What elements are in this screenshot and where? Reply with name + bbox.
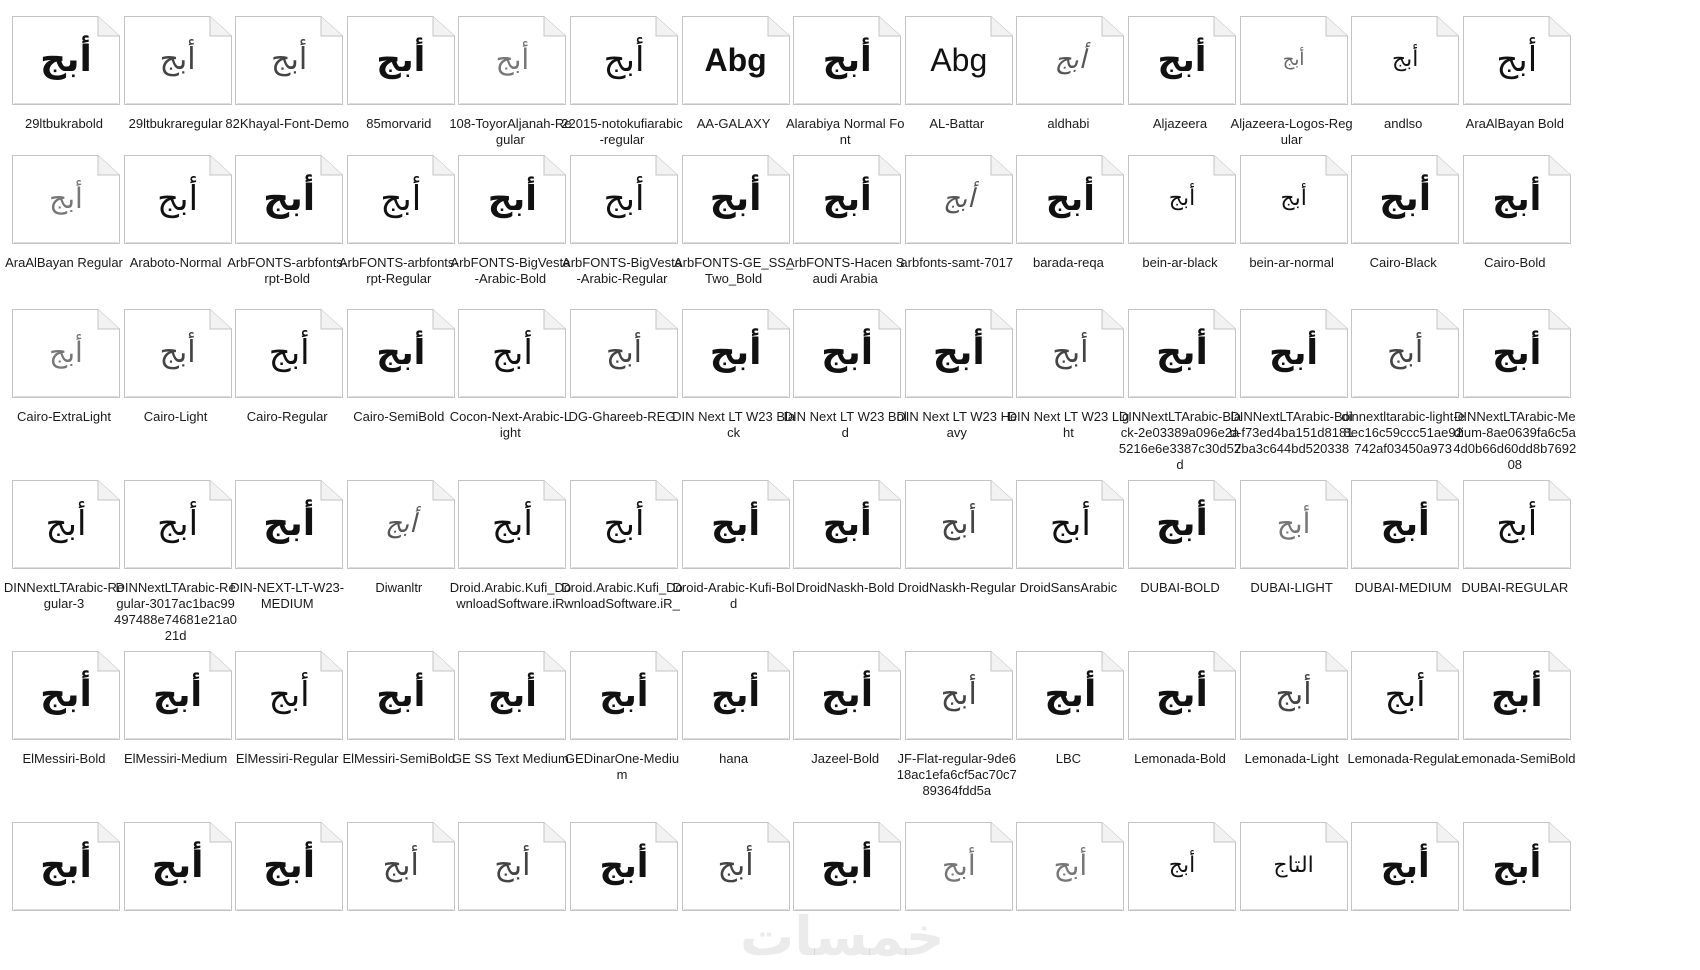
font-preview-glyphs: أبج	[599, 675, 649, 715]
font-file-name: Lemonada-Light	[1244, 751, 1339, 766]
font-preview-glyphs: أبج	[709, 178, 762, 219]
font-preview-glyphs: أبج	[380, 179, 422, 219]
font-file-name: Araboto-Normal	[129, 255, 222, 270]
font-thumbnail	[1463, 822, 1571, 911]
font-thumbnail	[1240, 16, 1348, 105]
font-preview-glyphs: أبج	[603, 40, 645, 80]
font-preview-glyphs: أبج	[1276, 507, 1311, 540]
font-file-name: DINNextLTArabic-Black-2e03389a096e2a5216e6e3387c30d52d	[1118, 409, 1242, 472]
font-preview-glyphs: أبج	[153, 675, 203, 715]
font-file-name: Aljazeera	[1152, 116, 1208, 131]
font-file-name: ArbFONTS-BigVesta-Arabic-Bold	[450, 255, 571, 286]
font-preview-glyphs: أبج	[157, 179, 199, 219]
font-file-name: DIN Next LT W23 Black	[672, 409, 796, 440]
font-preview-glyphs: أبج	[1156, 503, 1208, 544]
font-file-name: arbfonts-samt-7017	[900, 255, 1014, 270]
font-preview-glyphs: أبج	[822, 40, 872, 80]
font-thumbnail	[12, 651, 120, 740]
font-thumbnail	[12, 822, 120, 911]
font-preview-glyphs: أبج	[1496, 40, 1538, 80]
font-thumbnail	[347, 16, 455, 105]
font-preview-glyphs: أبج	[1384, 675, 1426, 715]
font-preview-glyphs: أبج	[1275, 677, 1312, 712]
font-thumbnail	[1463, 155, 1571, 244]
font-thumbnail	[905, 822, 1013, 911]
font-thumbnail	[570, 651, 678, 740]
font-file-name: Cocon-Next-Arabic-Light	[449, 409, 572, 440]
font-thumbnail	[1463, 480, 1571, 569]
font-preview-glyphs: أبج	[1379, 178, 1432, 219]
font-file-name: ArbFONTS-arbfonts-rpt-Bold	[227, 255, 348, 286]
font-preview-glyphs: أبج	[382, 848, 419, 883]
font-file-name: DIN Next LT W23 Heavy	[896, 409, 1018, 440]
font-preview-glyphs: أبج	[1391, 47, 1419, 72]
font-preview-glyphs: أبج	[1049, 504, 1091, 544]
font-thumbnail	[570, 309, 678, 398]
font-preview-glyphs: أبج	[822, 504, 872, 544]
font-thumbnail	[1351, 155, 1459, 244]
font-thumbnail	[1463, 309, 1571, 398]
font-thumbnail	[1240, 651, 1348, 740]
font-thumbnail	[124, 309, 232, 398]
font-preview-glyphs: أبج	[711, 504, 761, 544]
font-file-name: ArbFONTS-arbfonts-rpt-Regular	[338, 255, 459, 286]
font-file-name: DUBAI-MEDIUM	[1354, 580, 1452, 595]
font-file-name: DIN Next LT W23 Bold	[783, 409, 907, 440]
font-file-name: DUBAI-BOLD	[1140, 580, 1220, 595]
font-file-name: Jazeel-Bold	[811, 751, 880, 766]
font-preview-glyphs: أبج	[940, 506, 977, 541]
font-preview-glyphs: أبج	[40, 39, 92, 80]
font-thumbnail	[347, 309, 455, 398]
font-thumbnail	[793, 16, 901, 105]
font-thumbnail	[1016, 16, 1124, 105]
font-preview-glyphs: Abg	[930, 42, 988, 78]
font-preview-glyphs: أبج	[1280, 186, 1307, 211]
font-file-name: ElMessiri-Bold	[22, 751, 106, 766]
font-thumbnail	[570, 822, 678, 911]
font-thumbnail	[1128, 16, 1236, 105]
font-file-name: DINNextLTArabic-Bold-f73ed4ba151d81817ba3c644bd520338	[1229, 409, 1354, 456]
font-thumbnail	[124, 480, 232, 569]
font-thumbnail	[682, 822, 790, 911]
font-preview-glyphs: أبج	[599, 846, 649, 886]
font-thumbnail	[905, 309, 1013, 398]
font-preview-glyphs: أبج	[932, 332, 985, 373]
font-preview-glyphs: أبج	[263, 845, 316, 886]
font-file-name: aldhabi	[1047, 116, 1090, 131]
font-thumbnail	[1463, 651, 1571, 740]
font-thumbnail	[235, 155, 343, 244]
font-thumbnail	[235, 16, 343, 105]
font-thumbnail	[1351, 822, 1459, 911]
font-thumbnail	[124, 651, 232, 740]
font-preview-glyphs: أبج	[717, 848, 754, 883]
font-thumbnail	[235, 309, 343, 398]
font-preview-glyphs: أبج	[263, 503, 316, 544]
font-preview-glyphs: أبج	[495, 43, 530, 76]
font-preview-glyphs: أبج	[1156, 332, 1208, 373]
font-file-name: ArbFONTS-GE_SS_Two_Bold	[673, 255, 794, 286]
font-preview-glyphs: أبج	[45, 504, 87, 544]
font-thumbnail	[1351, 651, 1459, 740]
font-preview-glyphs: أبج	[1168, 186, 1196, 211]
font-preview-glyphs: أبج	[1168, 853, 1196, 878]
font-file-name: DINNextLTArabic-Regular-3017ac1bac99497488e74681e21a021d	[114, 580, 238, 643]
font-thumbnail	[905, 651, 1013, 740]
font-file-name: DINNextLTArabic-Medium-8ae0639fa6c5a4d0b66d60dd8b769208	[1453, 409, 1577, 472]
font-thumbnail	[12, 309, 120, 398]
font-thumbnail	[458, 309, 566, 398]
font-file-name: DroidNaskh-Bold	[796, 580, 895, 595]
font-thumbnail	[458, 16, 566, 105]
font-thumbnail	[1240, 822, 1348, 911]
font-preview-glyphs: أبج	[821, 845, 874, 886]
font-file-name: Aljazeera-Logos-Regular	[1230, 116, 1353, 147]
font-thumbnail	[347, 822, 455, 911]
font-file-name: 108-ToyorAljanah-Regular	[449, 116, 572, 147]
font-file-name: AraAlBayan Bold	[1465, 116, 1564, 131]
font-file-name: DG-Ghareeb-REG	[568, 409, 676, 424]
font-file-name: AL-Battar	[929, 116, 985, 131]
font-thumbnail	[1016, 651, 1124, 740]
font-file-name: 82Khayal-Font-Demo	[225, 116, 349, 131]
font-file-name: 29ltbukraregular	[128, 116, 223, 131]
font-thumbnail	[458, 651, 566, 740]
font-preview-glyphs: أبج	[1282, 49, 1305, 70]
font-file-name: DroidNaskh-Regular	[897, 580, 1016, 595]
font-thumbnail	[235, 480, 343, 569]
font-preview-glyphs: أبج	[1492, 846, 1542, 886]
font-file-name: Cairo-Regular	[246, 409, 328, 424]
font-preview-glyphs: أبج	[821, 674, 874, 715]
font-preview-glyphs: أبج	[491, 333, 533, 373]
font-thumbnail	[1128, 155, 1236, 244]
font-preview-glyphs: أبج	[1044, 674, 1097, 715]
font-preview-glyphs: أبج	[385, 509, 417, 539]
font-thumbnail	[682, 651, 790, 740]
font-preview-glyphs: أبج	[40, 674, 92, 715]
font-thumbnail	[1351, 480, 1459, 569]
font-thumbnail	[347, 480, 455, 569]
font-preview-glyphs: أبج	[1380, 846, 1430, 886]
font-thumbnail	[12, 480, 120, 569]
font-thumbnail	[458, 822, 566, 911]
font-file-name: DUBAI-LIGHT	[1250, 580, 1333, 595]
font-thumbnail	[1016, 155, 1124, 244]
font-preview-glyphs: أبج	[49, 336, 83, 369]
font-preview-glyphs: أبج	[1269, 333, 1319, 373]
font-preview-glyphs: أبج	[941, 849, 976, 882]
font-file-name: Alarabiya Normal Font	[785, 116, 905, 147]
font-file-name: ElMessiri-Medium	[123, 751, 228, 766]
font-preview-glyphs: أبج	[263, 178, 316, 219]
font-thumbnail	[1351, 309, 1459, 398]
watermark: خمسات	[740, 905, 945, 968]
font-file-name: Droid.Arabic.Kufi_DownloadSoftware.iR_	[561, 580, 683, 611]
font-preview-glyphs: أبج	[1156, 674, 1208, 715]
font-preview-glyphs: أبج	[49, 182, 83, 215]
font-thumbnail	[458, 480, 566, 569]
font-thumbnail	[682, 480, 790, 569]
font-preview-glyphs: أبج	[1052, 335, 1089, 370]
font-preview-glyphs: أبج	[1492, 179, 1542, 219]
font-thumbnail	[1240, 155, 1348, 244]
font-thumbnail	[682, 16, 790, 105]
font-thumbnail	[458, 155, 566, 244]
font-preview-glyphs: التاج	[1273, 853, 1314, 878]
font-thumbnail	[905, 155, 1013, 244]
font-thumbnail	[347, 155, 455, 244]
font-file-name: barada-reqa	[1032, 255, 1104, 270]
font-thumbnail	[793, 155, 901, 244]
font-thumbnail	[12, 16, 120, 105]
font-thumbnail	[1463, 16, 1571, 105]
font-thumbnail	[1128, 822, 1236, 911]
font-thumbnail	[682, 155, 790, 244]
font-preview-glyphs: أبج	[1157, 40, 1207, 80]
font-preview-glyphs: أبج	[1053, 849, 1088, 882]
font-file-name: ElMessiri-SemiBold	[342, 751, 456, 766]
font-preview-glyphs: أبج	[151, 845, 204, 886]
font-preview-glyphs: أبج	[159, 335, 196, 370]
font-file-name: DIN Next LT W23 Light	[1007, 409, 1130, 440]
font-file-name: GE SS Text Medium	[451, 751, 569, 766]
font-file-name: hana	[719, 751, 749, 766]
font-preview-glyphs: أبج	[376, 675, 426, 715]
font-file-name: Lemonada-SemiBold	[1454, 751, 1576, 766]
font-preview-glyphs: أبج	[1496, 504, 1538, 544]
font-preview-glyphs: أبج	[605, 335, 643, 370]
font-file-name: Cairo-Light	[143, 409, 208, 424]
font-thumbnail	[1240, 309, 1348, 398]
font-preview-glyphs: أبج	[603, 504, 645, 544]
font-thumbnail	[124, 822, 232, 911]
font-preview-glyphs: أبج	[1380, 504, 1430, 544]
font-thumbnail	[793, 480, 901, 569]
font-file-name: 29ltbukrabold	[24, 116, 104, 131]
font-thumbnail	[124, 16, 232, 105]
font-thumbnail	[1128, 480, 1236, 569]
font-thumbnail	[235, 822, 343, 911]
font-thumbnail	[905, 480, 1013, 569]
font-thumbnail	[682, 309, 790, 398]
font-thumbnail	[793, 309, 901, 398]
font-thumbnail	[905, 16, 1013, 105]
font-preview-glyphs: أبج	[822, 179, 872, 219]
font-preview-glyphs: أبج	[940, 677, 977, 712]
font-file-name: dinnextltarabic-light-e8ec16c59ccc51ae92742af03450a973	[1341, 409, 1465, 456]
font-file-name: DINNextLTArabic-Regular-3	[3, 580, 125, 611]
font-file-name: bein-ar-normal	[1249, 255, 1334, 270]
font-file-name: AraAlBayan Regular	[5, 255, 123, 270]
font-thumbnail	[1016, 822, 1124, 911]
font-file-name: ArbFONTS-BigVesta-Arabic-Regular	[562, 255, 682, 286]
font-preview-glyphs: أبج	[709, 332, 762, 373]
font-file-name: Cairo-Black	[1369, 255, 1437, 270]
font-file-name: GEDinarOne-Medium	[564, 751, 680, 782]
font-thumbnail	[793, 822, 901, 911]
font-preview-glyphs: أبج	[376, 40, 426, 80]
font-file-name: 85morvarid	[366, 116, 432, 131]
font-preview-glyphs: أبج	[487, 675, 537, 715]
font-thumbnail	[1128, 309, 1236, 398]
font-thumbnail	[570, 155, 678, 244]
font-preview-glyphs: أبج	[159, 42, 196, 77]
font-file-name: Diwanltr	[375, 580, 423, 595]
font-thumbnail	[235, 651, 343, 740]
font-file-name: bein-ar-black	[1142, 255, 1218, 270]
font-preview-glyphs: أبج	[268, 333, 310, 373]
font-preview-glyphs: أبج	[1054, 45, 1087, 75]
font-file-name: Droid.Arabic.Kufi_DownloadSoftware.iR	[449, 580, 572, 611]
font-file-name: Lemonada-Bold	[1134, 751, 1226, 766]
font-thumbnail	[1351, 16, 1459, 105]
font-preview-glyphs: أبج	[271, 42, 308, 77]
font-file-name: JF-Flat-regular-9de618ac1efa6cf5ac70c789364fdd5a	[896, 751, 1017, 798]
font-thumbnail	[1016, 480, 1124, 569]
font-preview-glyphs: أبج	[711, 675, 761, 715]
font-thumbnail	[1016, 309, 1124, 398]
font-file-name: LBC	[1055, 751, 1082, 766]
font-preview-glyphs: أبج	[1045, 179, 1095, 219]
font-preview-glyphs: أبج	[603, 179, 645, 219]
font-file-name: DIN-NEXT-LT-W23-MEDIUM	[230, 580, 345, 611]
font-file-name: ArbFONTS-Hacen Saudi Arabia	[785, 255, 905, 286]
font-file-name: Droid-Arabic-Kufi-Bold	[672, 580, 795, 611]
font-thumbnail	[1240, 480, 1348, 569]
font-thumbnail	[124, 155, 232, 244]
font-thumbnail	[570, 16, 678, 105]
font-preview-glyphs: أبج	[157, 504, 199, 544]
font-file-name: DroidSansArabic	[1019, 580, 1118, 595]
font-preview-glyphs: أبج	[268, 675, 310, 715]
font-thumbnail	[1128, 651, 1236, 740]
font-file-name: ElMessiri-Regular	[235, 751, 339, 766]
font-preview-glyphs: أبج	[1387, 335, 1424, 370]
font-thumbnail	[347, 651, 455, 740]
font-file-name: andlso	[1384, 116, 1423, 131]
font-preview-glyphs: أبج	[40, 845, 92, 886]
font-thumbnail	[12, 155, 120, 244]
font-preview-glyphs: أبج	[487, 179, 537, 219]
font-preview-glyphs: Abg	[704, 42, 767, 78]
font-file-name: Cairo-SemiBold	[353, 409, 445, 424]
font-file-name: Cairo-ExtraLight	[17, 409, 111, 424]
font-file-name: Lemonada-Regular	[1347, 751, 1459, 766]
font-thumbnail	[570, 480, 678, 569]
font-file-name: AA-GALAXY	[696, 116, 771, 131]
font-file-name: 22015-notokufiarabic-regular	[561, 116, 683, 147]
font-preview-glyphs: أبج	[376, 333, 426, 373]
font-preview-glyphs: أبج	[821, 332, 874, 373]
font-preview-glyphs: أبج	[943, 184, 975, 214]
font-thumbnail	[793, 651, 901, 740]
font-preview-glyphs: أبج	[1492, 333, 1542, 373]
font-file-name: DUBAI-REGULAR	[1461, 580, 1569, 595]
font-preview-glyphs: أبج	[494, 848, 531, 883]
font-file-name: Cairo-Bold	[1484, 255, 1546, 270]
font-preview-glyphs: أبج	[491, 504, 533, 544]
font-preview-glyphs: أبج	[1490, 674, 1543, 715]
